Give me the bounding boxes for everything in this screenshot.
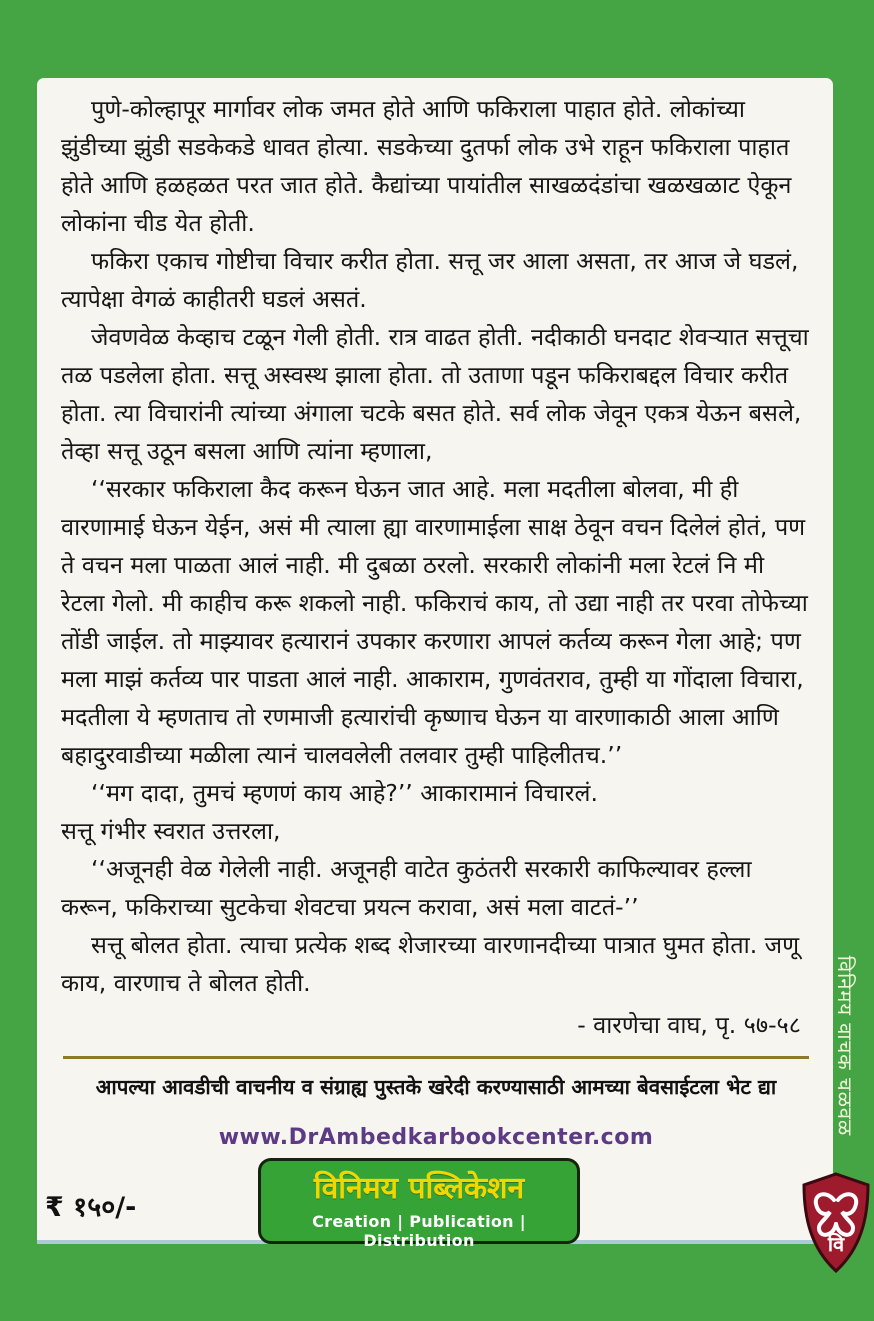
separator-rule xyxy=(63,1056,809,1059)
promo-line: आपल्या आवडीची वाचनीय व संग्राह्य पुस्तके खरेदी करण्यासाठी आमच्या बेवसाईटला भेट द्या xyxy=(95,1075,777,1099)
publisher-tagline: Creation | Publication | Distribution xyxy=(312,1212,526,1250)
publisher-shield-logo xyxy=(800,1172,872,1274)
paragraph: ‘‘सरकार फकिराला कैद करून घेऊन जात आहे. मला मदतीला बोलवा, मी ही वारणामाई घेऊन येईन, असं मी त्याला ह्या वारणामाईला साक्ष ठेवून वचन दिलेलं होतं, पण ते वचन मला पाळता आलं नाही. मी दुबळा ठरलो. सरकारी लोकांनी मला रेटलं नि मी रेटला गेलो. मी काहीच करू शकलो नाही. फकिराचं काय, तो उद्या नाही तर परवा तोफेच्या तोंडी जाईल. तो माझ्यावर हत्यारानं उपकार करणारा आपलं कर्तव्य करून गेला आहे; पण मला माझं कर्तव्य पार पाडता आलं नाही. आकाराम, गुणवंतराव, तुम्ही या गोंदाला विचारा, मदतीला ये म्हणताच तो रणमाजी हत्यारांची कृष्णाच घेऊन या वारणाकाठी आला आणि बहादुरवाडीच्या मळीला त्यानं चालवलेली तलवार तुम्ही पाहिलीतच.’’ xyxy=(61,475,808,769)
shield-icon xyxy=(800,1172,872,1274)
paragraph: पुणे-कोल्हापूर मार्गावर लोक जमत होते आणि फकिराला पाहात होते. लोकांच्या झुंडीच्या झुंडी सडकेकडे धावत होत्या. सडकेच्या दुतर्फा लोक उभे राहून फकिराला पाहात होते आणि हळहळत परत जात होते. कैद्यांच्या पायांतील साखळदंडांचा खळखळाट ऐकून लोकांना चीड येत होती. xyxy=(61,95,792,237)
page-content xyxy=(37,78,833,1250)
quote-attribution: - वारणेचा वाघ, पृ. ५७-५८ xyxy=(577,1011,801,1039)
paragraph: ‘‘मग दादा, तुमचं म्हणणं काय आहे?’’ आकारामानं विचारलं. xyxy=(91,779,598,807)
paragraphs xyxy=(61,90,811,1002)
price-label: ₹ १५०/- xyxy=(45,1192,137,1223)
paragraph: ‘‘अजूनही वेळ गेलेली नाही. अजूनही वाटेत कुठंतरी सरकारी काफिल्यावर हल्ला करून, फकिराच्या सुटकेचा शेवटचा प्रयत्न करावा, असं मला वाटतं-’’ xyxy=(61,855,752,921)
paragraph: फकिरा एकाच गोष्टीचा विचार करीत होता. सत्तू जर आला असता, तर आज जे घडलं, त्यापेक्षा वेगळं काहीतरी घडलं असतं. xyxy=(61,247,799,313)
paragraph: जेवणवेळ केव्हाच टळून गेली होती. रात्र वाढत होती. नदीकाठी घनदाट शेवऱ्यात सत्तूचा तळ पडलेला होता. सत्तू अस्वस्थ झाला होता. तो उताणा पडून फकिराबद्दल विचार करीत होता. त्या विचारांनी त्यांच्या अंगाला चटके बसत होते. सर्व लोक जेवून एकत्र येऊन बसले, तेव्हा सत्तू उठून बसला आणि त्यांना म्हणाला, xyxy=(61,323,809,465)
spine-text: विनिमय वाचक चळवळ xyxy=(833,955,857,1137)
publisher-box xyxy=(258,1158,580,1250)
paragraph: सत्तू गंभीर स्वरात उत्तरला, xyxy=(61,817,281,845)
website-link[interactable]: www.DrAmbedkarbookcenter.com xyxy=(218,1125,654,1150)
publisher-name: विनिमय पब्लिकेशन xyxy=(313,1171,525,1206)
shield-letter: वि xyxy=(827,1232,845,1256)
paragraph: सत्तू बोलत होता. त्याचा प्रत्येक शब्द शेजारच्या वारणानदीच्या पात्रात घुमत होता. जणू काय, वारणाच ते बोलत होती. xyxy=(61,931,800,997)
